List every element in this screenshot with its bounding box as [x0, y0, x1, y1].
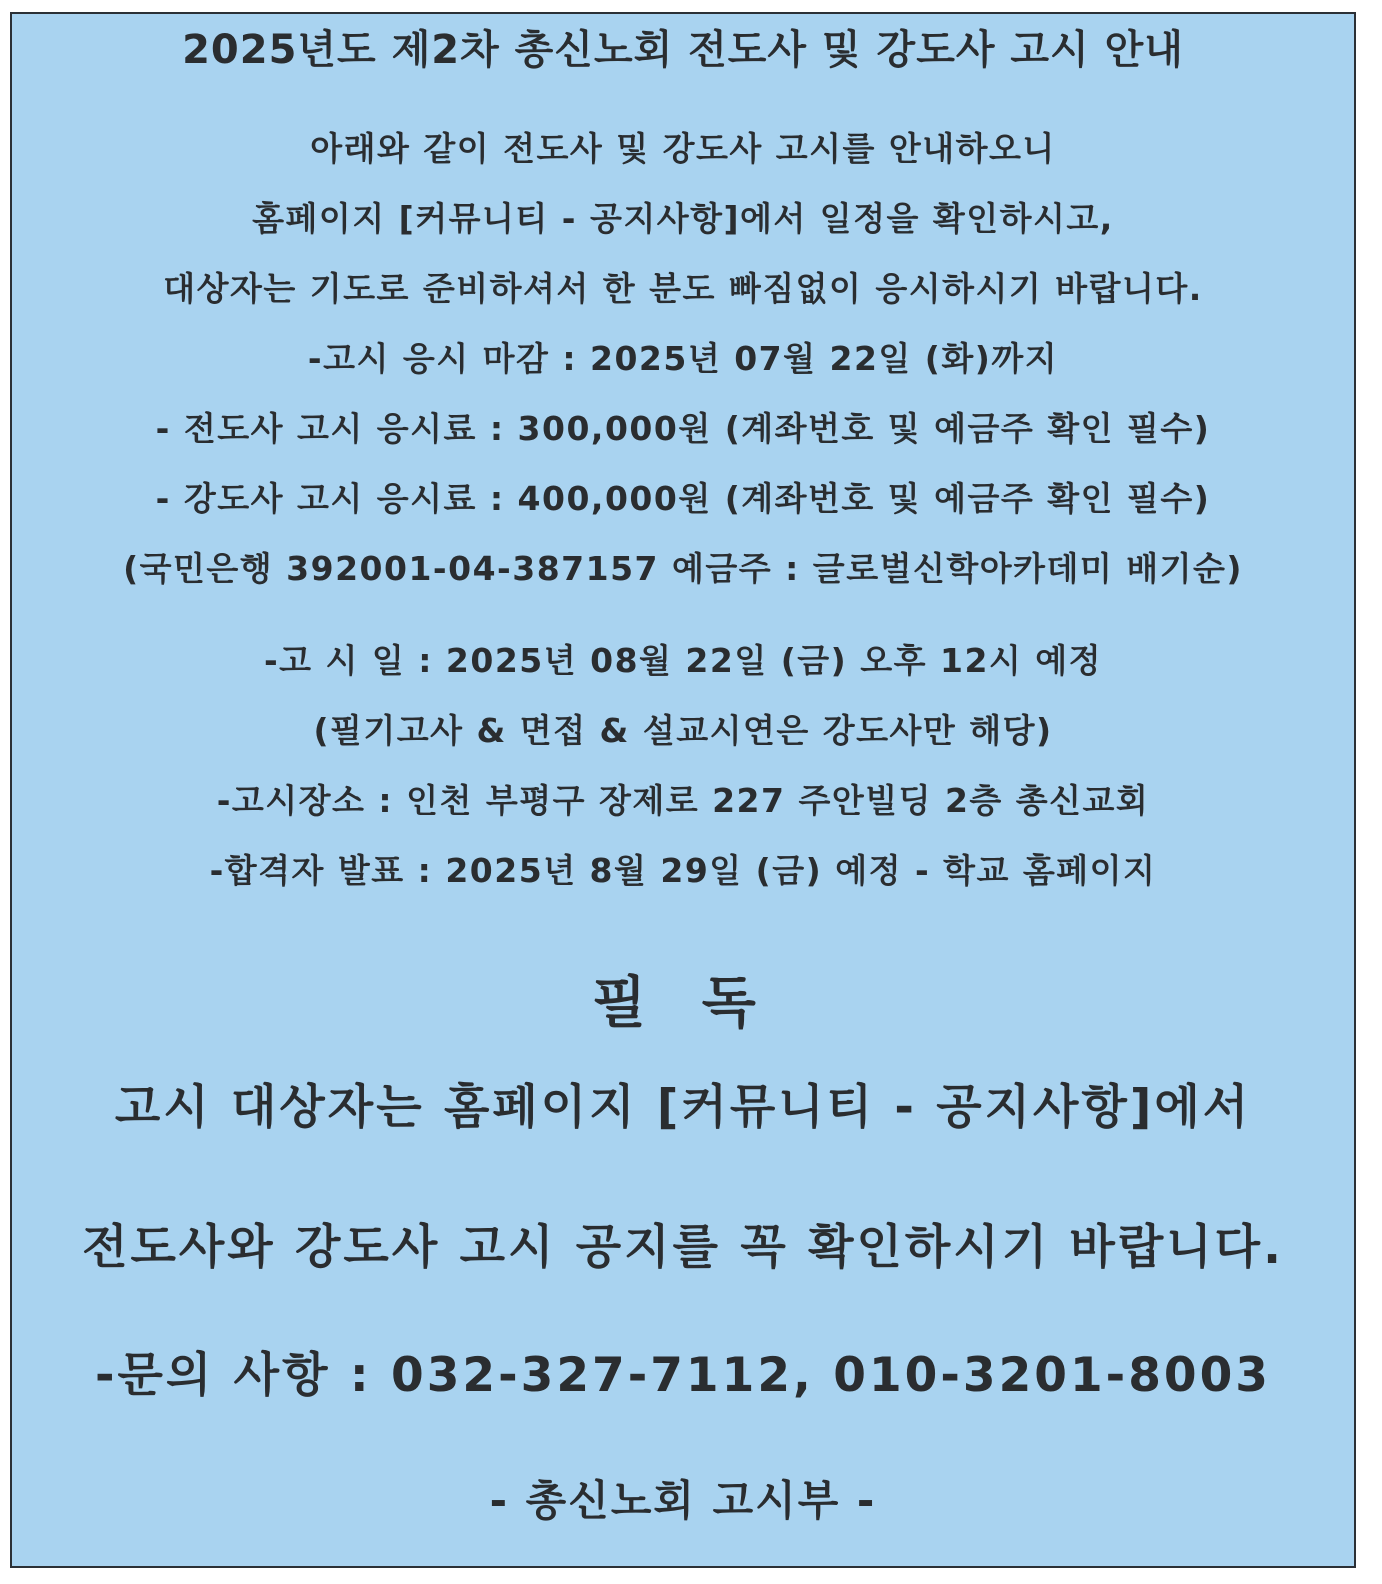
- intro-line-2: 홈페이지 [커뮤니티 - 공지사항]에서 일정을 확인하시고,: [252, 199, 1114, 238]
- bank-account-info: (국민은행 392001-04-387157 예금주 : 글로벌신학아카데미 배기순): [123, 549, 1243, 588]
- intro-line-1: 아래와 같이 전도사 및 강도사 고시를 안내하오니: [310, 129, 1056, 168]
- evangelist-exam-fee: - 전도사 고시 응시료 : 300,000원 (계좌번호 및 예금주 확인 필수): [155, 409, 1211, 448]
- contact-info: -문의 사항 : 032-327-7112, 010-3201-8003: [95, 1348, 1271, 1403]
- signature: - 총신노회 고시부 -: [489, 1476, 877, 1525]
- application-deadline: -고시 응시 마감 : 2025년 07월 22일 (화)까지: [307, 339, 1059, 378]
- notice-panel: [10, 12, 1356, 1568]
- must-read-line-2: 전도사와 강도사 고시 공지를 꼭 확인하시기 바랍니다.: [82, 1220, 1284, 1275]
- must-read-heading: 필 독: [592, 971, 774, 1036]
- results-announcement: -합격자 발표 : 2025년 8월 29일 (금) 예정 - 학교 홈페이지: [209, 851, 1157, 890]
- exam-location: -고시장소 : 인천 부평구 장제로 227 주안빌딩 2층 총신교회: [216, 781, 1150, 820]
- intro-line-3: 대상자는 기도로 준비하셔서 한 분도 빠짐없이 응시하시기 바랍니다.: [163, 269, 1203, 308]
- preacher-exam-fee: - 강도사 고시 응시료 : 400,000원 (계좌번호 및 예금주 확인 필수): [155, 479, 1211, 518]
- exam-date: -고 시 일 : 2025년 08월 22일 (금) 오후 12시 예정: [263, 641, 1103, 680]
- must-read-line-1: 고시 대상자는 홈페이지 [커뮤니티 - 공지사항]에서: [114, 1080, 1252, 1135]
- exam-note: (필기고사 & 면접 & 설교시연은 강도사만 해당): [313, 711, 1053, 750]
- notice-title: 2025년도 제2차 총신노회 전도사 및 강도사 고시 안내: [182, 27, 1184, 73]
